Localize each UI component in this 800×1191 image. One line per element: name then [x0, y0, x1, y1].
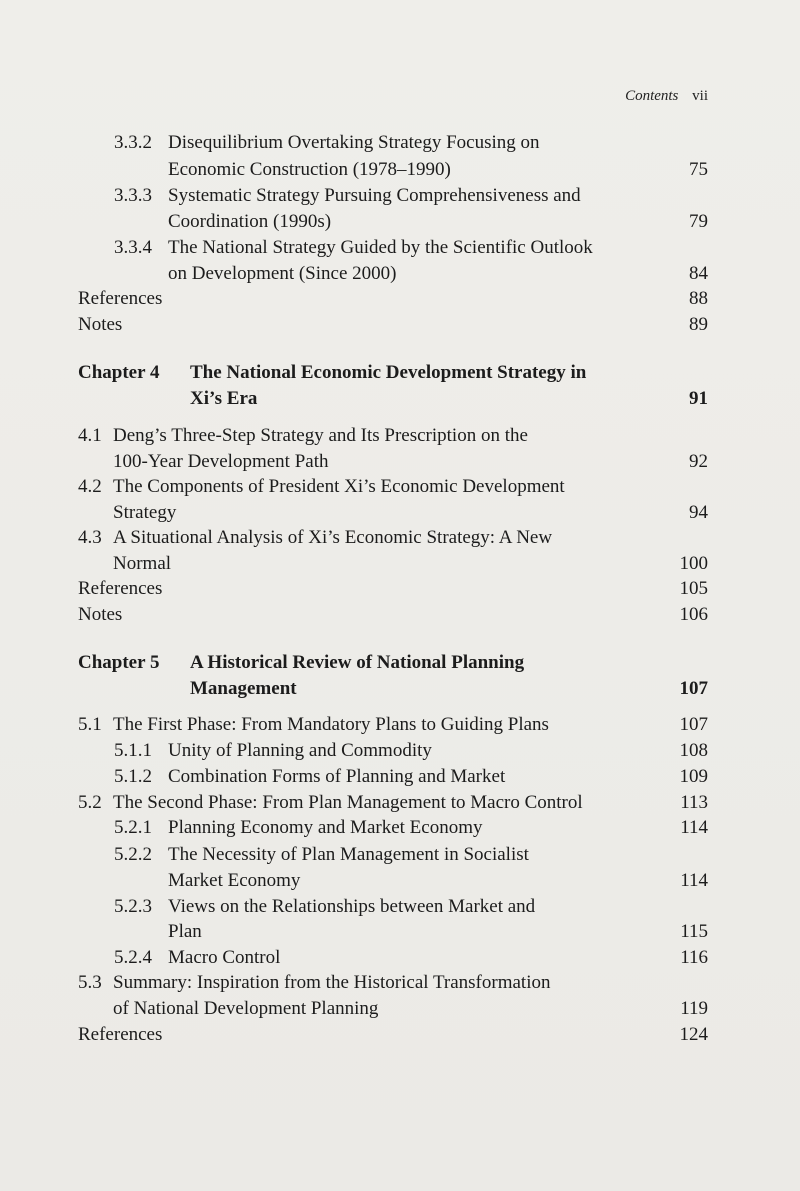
running-head-page-number: vii [692, 88, 708, 104]
toc-entry[interactable] [0, 996, 800, 1022]
toc-entry-title: Notes [78, 314, 123, 335]
toc-entry-title: The Components of President Xi’s Economic Development [113, 476, 565, 497]
toc-entry-title: Combination Forms of Planning and Market [168, 766, 506, 787]
toc-entry-title: on Development (Since 2000) [168, 263, 397, 284]
toc-page-number: 114 [680, 817, 708, 838]
toc-entry-title: References [78, 578, 163, 599]
toc-page-number: 113 [680, 792, 708, 813]
toc-entry-title: Unity of Planning and Commodity [168, 740, 432, 761]
toc-entry-title: A Situational Analysis of Xi’s Economic Strategy: A New [113, 527, 553, 548]
toc-section-number: 3.3.2 [114, 132, 152, 153]
toc-entry-title: References [78, 1024, 163, 1045]
toc-entry[interactable] [0, 551, 800, 577]
toc-chapter-label: Chapter 5 [78, 652, 160, 673]
toc-entry-title: Normal [113, 553, 172, 574]
toc-entry-title: 100-Year Development Path [113, 451, 329, 472]
toc-entry-title: Summary: Inspiration from the Historical Transformation [113, 972, 551, 993]
toc-entry-title: Market Economy [168, 870, 301, 891]
toc-entry[interactable] [0, 500, 800, 526]
toc-chapter-title: The National Economic Development Strategy in [190, 362, 587, 383]
toc-section-number: 4.3 [78, 527, 102, 548]
toc-entry-title: Disequilibrium Overtaking Strategy Focusing on [168, 132, 540, 153]
toc-page-number: 107 [679, 678, 708, 699]
toc-entry[interactable] [0, 738, 800, 764]
toc-entry[interactable] [0, 815, 800, 841]
toc-entry-title: Notes [78, 604, 123, 625]
toc-entry[interactable] [0, 970, 800, 996]
toc-entry[interactable] [0, 209, 800, 235]
toc-page-number: 89 [689, 314, 708, 335]
toc-entry-title: The Second Phase: From Plan Management to Macro Control [113, 792, 583, 813]
toc-entry-title: The First Phase: From Mandatory Plans to Guiding Plans [113, 714, 549, 735]
toc-chapter-4[interactable] [0, 386, 800, 412]
toc-page-number: 100 [679, 553, 708, 574]
toc-section-number: 5.2.2 [114, 844, 152, 865]
toc-section-number: 5.2 [78, 792, 102, 813]
toc-section-number: 5.2.4 [114, 947, 152, 968]
toc-entry[interactable] [0, 423, 800, 449]
toc-entry-references[interactable] [0, 1022, 800, 1048]
toc-section-number: 5.1.1 [114, 740, 152, 761]
toc-entry-title: Strategy [113, 502, 177, 523]
toc-entry-title: The Necessity of Plan Management in Socialist [168, 844, 529, 865]
toc-entry-title: Plan [168, 921, 202, 942]
toc-entry-title: Deng’s Three-Step Strategy and Its Prescription on the [113, 425, 528, 446]
toc-page-number: 115 [680, 921, 708, 942]
toc-section-number: 3.3.3 [114, 185, 152, 206]
toc-page-number: 105 [679, 578, 708, 599]
toc-section-number: 3.3.4 [114, 237, 152, 258]
toc-section-number: 5.2.1 [114, 817, 152, 838]
toc-chapter-5[interactable] [0, 676, 800, 702]
toc-entry[interactable] [0, 868, 800, 894]
toc-entry[interactable] [0, 235, 800, 261]
toc-entry[interactable] [0, 894, 800, 920]
toc-entry-notes[interactable] [0, 602, 800, 628]
toc-page-number: 124 [679, 1024, 708, 1045]
toc-page-number: 94 [689, 502, 708, 523]
toc-page-number: 109 [679, 766, 708, 787]
toc-chapter-title: A Historical Review of National Planning [190, 652, 525, 673]
toc-entry-title: The National Strategy Guided by the Scientific Outlook [168, 237, 593, 258]
toc-page-number: 88 [689, 288, 708, 309]
toc-section-number: 5.1.2 [114, 766, 152, 787]
toc-page-number: 119 [680, 998, 708, 1019]
running-head [625, 88, 708, 105]
toc-entry-references[interactable] [0, 286, 800, 312]
toc-entry[interactable] [0, 157, 800, 183]
toc-entry[interactable] [0, 183, 800, 209]
toc-section-number: 5.2.3 [114, 896, 152, 917]
toc-entry-title: Economic Construction (1978–1990) [168, 159, 451, 180]
toc-chapter-title: Xi’s Era [190, 388, 258, 409]
toc-entry[interactable] [0, 130, 800, 156]
toc-chapter-4[interactable] [0, 360, 800, 386]
toc-page-number: 106 [679, 604, 708, 625]
toc-entry-title: Planning Economy and Market Economy [168, 817, 483, 838]
toc-page-number: 114 [680, 870, 708, 891]
toc-entry-title: Systematic Strategy Pursuing Comprehensiveness and [168, 185, 581, 206]
toc-entry-notes[interactable] [0, 312, 800, 338]
toc-page-number: 116 [680, 947, 708, 968]
toc-entry-title: of National Development Planning [113, 998, 379, 1019]
toc-page-number: 84 [689, 263, 708, 284]
toc-page-number: 108 [679, 740, 708, 761]
toc-entry-title: Views on the Relationships between Market and [168, 896, 536, 917]
toc-entry-references[interactable] [0, 576, 800, 602]
toc-chapter-label: Chapter 4 [78, 362, 160, 383]
toc-section-number: 4.2 [78, 476, 102, 497]
toc-page-number: 75 [689, 159, 708, 180]
toc-section-number: 5.3 [78, 972, 102, 993]
toc-entry[interactable] [0, 712, 800, 738]
running-head-title: Contents [625, 88, 679, 104]
toc-chapter-5[interactable] [0, 650, 800, 676]
toc-entry-title: Macro Control [168, 947, 281, 968]
toc-entry-title: References [78, 288, 163, 309]
toc-entry[interactable] [0, 790, 800, 816]
toc-entry[interactable] [0, 449, 800, 475]
toc-entry[interactable] [0, 764, 800, 790]
toc-page-number: 79 [689, 211, 708, 232]
toc-entry[interactable] [0, 261, 800, 287]
toc-entry[interactable] [0, 945, 800, 971]
toc-entry[interactable] [0, 525, 800, 551]
toc-entry[interactable] [0, 919, 800, 945]
toc-page-number: 107 [679, 714, 708, 735]
toc-page-number: 92 [689, 451, 708, 472]
toc-entry-title: Coordination (1990s) [168, 211, 332, 232]
toc-chapter-title: Management [190, 678, 297, 699]
toc-page-number: 91 [689, 388, 708, 409]
toc-entry[interactable] [0, 842, 800, 868]
toc-section-number: 4.1 [78, 425, 102, 446]
toc-section-number: 5.1 [78, 714, 102, 735]
toc-entry[interactable] [0, 474, 800, 500]
